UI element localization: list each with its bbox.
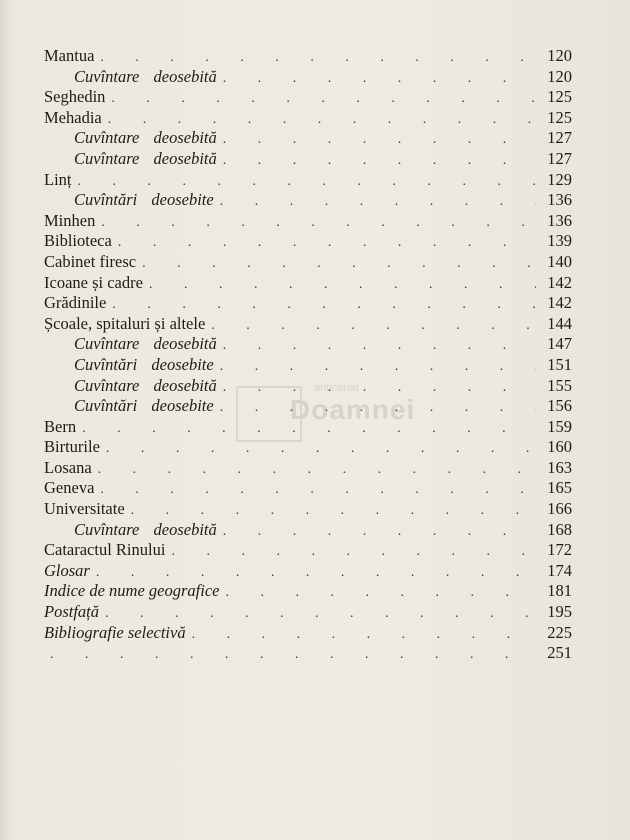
toc-page-number: 136: [547, 210, 572, 230]
dot-leader: [223, 378, 536, 399]
dot-leader: [149, 275, 536, 296]
dot-leader: [106, 439, 536, 460]
toc-page-number: 160: [547, 437, 572, 457]
toc-entry: [44, 437, 572, 458]
dot-leader: [118, 233, 536, 254]
toc-entry-title: Cuvîntare deosebită: [74, 375, 217, 395]
toc-entry-title: Bibliografie selectivă: [44, 622, 186, 642]
toc-page-number: 142: [547, 293, 572, 313]
toc-page-number: 127: [547, 128, 572, 148]
dot-leader: [223, 336, 536, 357]
toc-page-number: 120: [547, 46, 572, 65]
toc-page-number: 174: [547, 560, 572, 580]
toc-page-number: 165: [547, 478, 572, 498]
toc-entry-title: Mehadia: [44, 107, 102, 127]
toc-subentry: [44, 376, 572, 397]
toc-entry-title: Universitate: [44, 499, 125, 519]
toc-page-number: 163: [547, 457, 572, 477]
toc-entry: [44, 293, 572, 314]
toc-entry-title: Seghedin: [44, 87, 106, 107]
toc-subentry: [44, 128, 572, 149]
toc-subentry: [44, 396, 572, 417]
toc-page-number: 140: [547, 251, 572, 271]
toc-entry: [44, 108, 572, 129]
dot-leader: [223, 69, 536, 90]
toc-page-number: 172: [547, 540, 572, 560]
toc-entry: [44, 561, 572, 582]
toc-entry-title: Cuvîntare deosebită: [74, 128, 217, 148]
dot-leader: [96, 563, 536, 584]
toc-entry: [44, 252, 572, 273]
toc-subentry: [44, 520, 572, 541]
toc-entry-title: Birturile: [44, 437, 100, 457]
toc-entry-title: Cuvîntare deosebită: [74, 66, 217, 86]
toc-subentry: [44, 334, 572, 355]
toc-entry-title: Cabinet firesc: [44, 251, 137, 271]
dot-leader: [105, 604, 536, 625]
toc-entry: [44, 231, 572, 252]
dot-leader: [131, 501, 536, 522]
toc-entry: [44, 581, 572, 602]
toc-page-number: 144: [547, 313, 572, 333]
toc-page-number: 181: [547, 581, 572, 601]
toc-entry: [44, 314, 572, 335]
dot-leader: [220, 192, 536, 213]
toc-page-number: 225: [547, 622, 572, 642]
toc-entry-title: Biblioteca: [44, 231, 112, 251]
toc-page-number: 166: [547, 499, 572, 519]
toc-entry-title: Cuvîntare deosebită: [74, 334, 217, 354]
toc-page-number: 125: [547, 87, 572, 107]
toc-entry-title: Cuvîntări deosebite: [74, 190, 214, 210]
toc-entry-title: Cuvîntări deosebite: [74, 396, 214, 416]
toc-page-number: 127: [547, 148, 572, 168]
toc-entry: [44, 170, 572, 191]
dot-leader: [108, 110, 536, 131]
dot-leader: [171, 542, 536, 563]
toc-subentry: [44, 355, 572, 376]
toc-entry: [44, 499, 572, 520]
toc-page-number: 251: [547, 643, 572, 663]
toc-page-number: 125: [547, 107, 572, 127]
toc-subentry: [44, 149, 572, 170]
toc-entry: [44, 643, 572, 664]
dot-leader: [100, 48, 536, 69]
toc-page-number: 155: [547, 375, 572, 395]
dot-leader: [192, 625, 536, 646]
toc-page-number: 136: [547, 190, 572, 210]
dot-leader: [112, 295, 536, 316]
toc-entry-title: Cuvîntări deosebite: [74, 354, 214, 374]
toc-entry-title: Geneva: [44, 478, 95, 498]
dot-leader: [211, 316, 536, 337]
toc-entry-title: Școale, spitaluri și altele: [44, 313, 206, 333]
toc-entry: [44, 273, 572, 294]
toc-entry: [44, 87, 572, 108]
dot-leader: [78, 172, 537, 193]
toc-entry: [44, 458, 572, 479]
toc-entry-title: Bern: [44, 416, 77, 436]
toc-entry-title: Minhen: [44, 210, 96, 230]
toc-entry-title: Mantua: [44, 46, 95, 65]
dot-leader: [142, 254, 536, 275]
toc-page-number: 151: [547, 354, 572, 374]
toc-page-number: 195: [547, 602, 572, 622]
dot-leader: [223, 130, 536, 151]
dot-leader: [100, 480, 536, 501]
toc-entry-title: Cataractul Rinului: [44, 540, 166, 560]
toc-page-number: 168: [547, 519, 572, 539]
toc-entry-title: Glosar: [44, 560, 90, 580]
toc-entry-title: Linț: [44, 169, 72, 189]
dot-leader: [50, 645, 536, 666]
watermark-big-text: Doamnei: [290, 394, 416, 425]
dot-leader: [101, 213, 536, 234]
table-of-contents: [44, 46, 572, 664]
toc-subentry: [44, 67, 572, 88]
toc-page-number: 147: [547, 334, 572, 354]
dot-leader: [225, 583, 536, 604]
toc-entry: [44, 46, 572, 67]
toc-entry-title: Indice de nume geografice: [44, 581, 220, 601]
toc-page-number: 156: [547, 396, 572, 416]
toc-entry-title: Losana: [44, 457, 92, 477]
toc-entry: [44, 478, 572, 499]
toc-page-number: 129: [547, 169, 572, 189]
toc-subentry: [44, 190, 572, 211]
toc-entry: [44, 602, 572, 623]
watermark-small-text: anticariat: [314, 382, 359, 394]
toc-entry-title: Icoane și cadre: [44, 272, 143, 292]
toc-entry: [44, 417, 572, 438]
dot-leader: [220, 398, 536, 419]
toc-page-number: 142: [547, 272, 572, 292]
dot-leader: [98, 460, 536, 481]
toc-entry-title: Grădinile: [44, 293, 107, 313]
toc-entry: [44, 623, 572, 644]
toc-entry: [44, 540, 572, 561]
dot-leader: [223, 151, 536, 172]
toc-entry: [44, 211, 572, 232]
dot-leader: [220, 357, 536, 378]
dot-leader: [223, 522, 536, 543]
dot-leader: [82, 419, 536, 440]
toc-page-number: 139: [547, 231, 572, 251]
toc-entry-title: Cuvîntare deosebită: [74, 148, 217, 168]
dot-leader: [111, 89, 536, 110]
toc-entry-title: Cuvîntare deosebită: [74, 519, 217, 539]
toc-entry-title: Postfață: [44, 602, 100, 622]
toc-page-number: 120: [547, 66, 572, 86]
toc-page-number: 159: [547, 416, 572, 436]
